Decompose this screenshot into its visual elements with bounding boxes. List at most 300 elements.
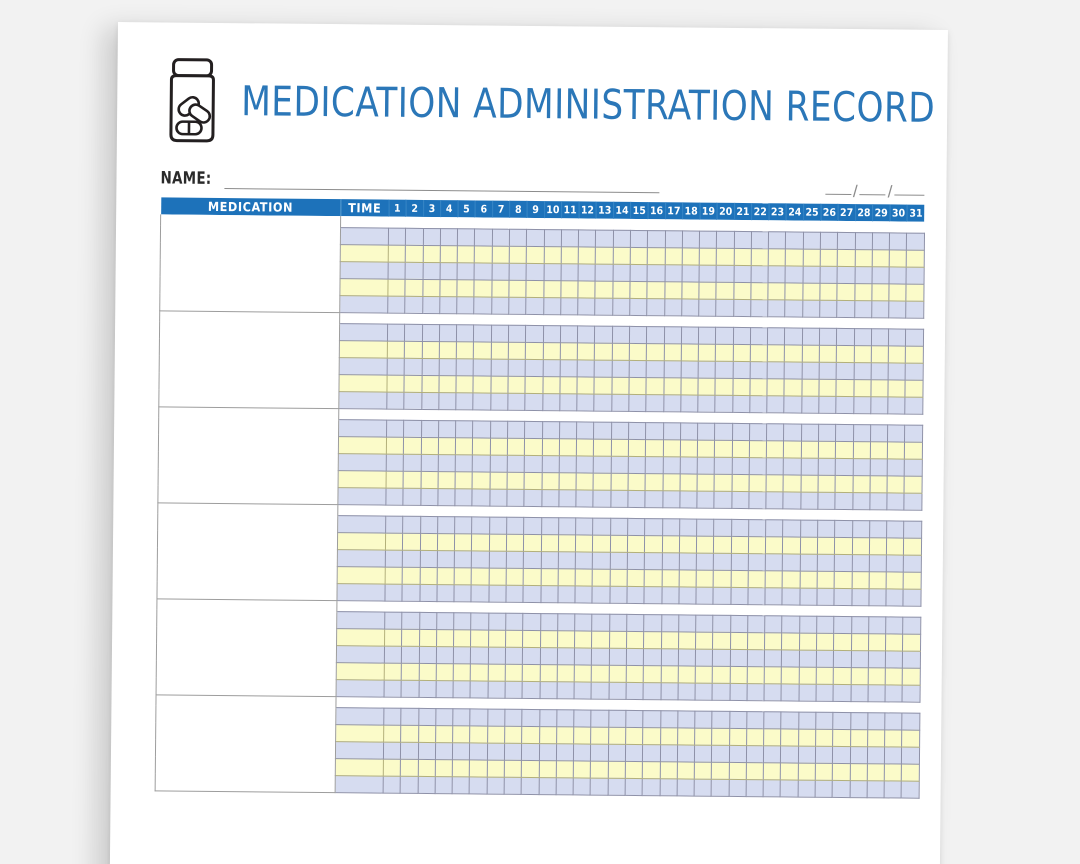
dose-cell-day-25[interactable] (803, 249, 820, 266)
time-cell[interactable] (337, 566, 385, 583)
dose-cell-day-7[interactable] (488, 681, 505, 698)
dose-cell-day-19[interactable] (699, 248, 716, 265)
dose-cell-day-15[interactable] (628, 490, 645, 507)
dose-cell-day-15[interactable] (626, 710, 643, 727)
dose-cell-day-8[interactable] (505, 709, 522, 726)
dose-cell-day-31[interactable] (906, 363, 923, 380)
time-cell[interactable] (339, 357, 387, 374)
dose-cell-day-5[interactable] (457, 279, 474, 296)
dose-cell-day-17[interactable] (662, 569, 679, 586)
dose-cell-day-27[interactable] (836, 424, 853, 441)
dose-cell-day-25[interactable] (802, 379, 819, 396)
dose-cell-day-20[interactable] (713, 632, 730, 649)
time-cell[interactable] (336, 645, 384, 662)
dose-cell-day-25[interactable] (799, 616, 816, 633)
dose-cell-day-27[interactable] (835, 520, 852, 537)
dose-cell-day-6[interactable] (470, 742, 487, 759)
dose-cell-day-2[interactable] (405, 296, 422, 313)
dose-cell-day-5[interactable] (455, 454, 472, 471)
dose-cell-day-1[interactable] (387, 324, 404, 341)
dose-cell-day-11[interactable] (560, 342, 577, 359)
dose-cell-day-4[interactable] (435, 776, 452, 793)
dose-cell-day-23[interactable] (768, 327, 785, 344)
dose-cell-day-31[interactable] (904, 521, 921, 538)
dose-cell-day-4[interactable] (437, 612, 454, 629)
dose-cell-day-20[interactable] (713, 649, 730, 666)
dose-cell-day-11[interactable] (557, 681, 574, 698)
dose-cell-day-22[interactable] (750, 378, 767, 395)
dose-cell-day-1[interactable] (387, 392, 404, 409)
dose-cell-day-9[interactable] (526, 297, 543, 314)
dose-cell-day-7[interactable] (491, 342, 508, 359)
dose-cell-day-15[interactable] (630, 298, 647, 315)
dose-cell-day-22[interactable] (748, 536, 765, 553)
dose-cell-day-26[interactable] (816, 729, 833, 746)
dose-cell-day-31[interactable] (906, 267, 923, 284)
dose-cell-day-2[interactable] (401, 663, 418, 680)
dose-cell-day-11[interactable] (561, 297, 578, 314)
medication-name-cell[interactable] (158, 417, 339, 504)
dose-cell-day-7[interactable] (488, 613, 505, 630)
dose-cell-day-14[interactable] (612, 326, 629, 343)
dose-cell-day-6[interactable] (471, 646, 488, 663)
dose-cell-day-29[interactable] (872, 300, 889, 317)
dose-cell-day-27[interactable] (833, 746, 850, 763)
dose-cell-day-8[interactable] (505, 681, 522, 698)
dose-cell-day-12[interactable] (578, 246, 595, 263)
dose-cell-day-20[interactable] (717, 248, 734, 265)
dose-cell-day-2[interactable] (402, 584, 419, 601)
dose-cell-day-5[interactable] (453, 708, 470, 725)
dose-cell-day-1[interactable] (383, 776, 400, 793)
dose-cell-day-3[interactable] (422, 358, 439, 375)
dose-cell-day-19[interactable] (699, 265, 716, 282)
dose-cell-day-29[interactable] (870, 475, 887, 492)
dose-cell-day-28[interactable] (850, 780, 867, 797)
dose-cell-day-14[interactable] (613, 281, 630, 298)
dose-cell-day-19[interactable] (695, 666, 712, 683)
dose-cell-day-13[interactable] (595, 298, 612, 315)
dose-cell-day-18[interactable] (681, 298, 698, 315)
dose-cell-day-23[interactable] (765, 553, 782, 570)
dose-cell-day-21[interactable] (730, 615, 747, 632)
dose-cell-day-26[interactable] (816, 712, 833, 729)
dose-cell-day-25[interactable] (799, 667, 816, 684)
dose-cell-day-18[interactable] (678, 614, 695, 631)
medication-name-cell[interactable] (155, 705, 336, 792)
dose-cell-day-22[interactable] (748, 587, 765, 604)
dose-cell-day-24[interactable] (782, 649, 799, 666)
dose-cell-day-30[interactable] (886, 633, 903, 650)
dose-cell-day-1[interactable] (387, 375, 404, 392)
dose-cell-day-13[interactable] (594, 360, 611, 377)
dose-cell-day-22[interactable] (751, 299, 768, 316)
dose-cell-day-2[interactable] (401, 725, 418, 742)
dose-cell-day-12[interactable] (576, 472, 593, 489)
medication-name-cell[interactable] (156, 609, 337, 696)
dose-cell-day-29[interactable] (867, 763, 884, 780)
dose-cell-day-25[interactable] (801, 492, 818, 509)
time-cell[interactable] (335, 775, 383, 792)
dose-cell-day-8[interactable] (506, 551, 523, 568)
dose-cell-day-3[interactable] (422, 279, 439, 296)
dose-cell-day-22[interactable] (747, 649, 764, 666)
dose-cell-day-20[interactable] (715, 361, 732, 378)
dose-cell-day-16[interactable] (643, 682, 660, 699)
dose-cell-day-2[interactable] (404, 437, 421, 454)
dose-cell-day-23[interactable] (764, 745, 781, 762)
dose-cell-day-12[interactable] (578, 325, 595, 342)
dose-cell-day-31[interactable] (903, 589, 920, 606)
dose-cell-day-30[interactable] (887, 492, 904, 509)
dose-cell-day-9[interactable] (525, 376, 542, 393)
dose-cell-day-21[interactable] (733, 378, 750, 395)
dose-cell-day-8[interactable] (504, 760, 521, 777)
dose-cell-day-6[interactable] (473, 392, 490, 409)
dose-cell-day-7[interactable] (487, 777, 504, 794)
dose-cell-day-15[interactable] (629, 377, 646, 394)
dose-cell-day-12[interactable] (578, 297, 595, 314)
dose-cell-day-18[interactable] (678, 631, 695, 648)
dose-cell-day-9[interactable] (525, 438, 542, 455)
dose-cell-day-31[interactable] (902, 713, 919, 730)
dose-cell-day-18[interactable] (681, 377, 698, 394)
dose-cell-day-13[interactable] (596, 230, 613, 247)
dose-cell-day-25[interactable] (803, 283, 820, 300)
dose-cell-day-20[interactable] (715, 423, 732, 440)
dose-cell-day-29[interactable] (868, 667, 885, 684)
dose-cell-day-28[interactable] (854, 362, 871, 379)
dose-cell-day-7[interactable] (487, 709, 504, 726)
dose-cell-day-6[interactable] (470, 776, 487, 793)
dose-cell-day-26[interactable] (819, 362, 836, 379)
dose-cell-day-16[interactable] (645, 518, 662, 535)
dose-cell-day-11[interactable] (556, 760, 573, 777)
dose-cell-day-28[interactable] (853, 396, 870, 413)
dose-cell-day-11[interactable] (557, 630, 574, 647)
dose-cell-day-10[interactable] (544, 246, 561, 263)
dose-cell-day-26[interactable] (816, 684, 833, 701)
dose-cell-day-30[interactable] (889, 249, 906, 266)
dose-cell-day-5[interactable] (453, 663, 470, 680)
dose-cell-day-25[interactable] (802, 328, 819, 345)
dose-cell-day-18[interactable] (680, 422, 697, 439)
dose-cell-day-30[interactable] (889, 266, 906, 283)
dose-cell-day-30[interactable] (887, 520, 904, 537)
dose-cell-day-27[interactable] (836, 379, 853, 396)
dose-cell-day-1[interactable] (386, 454, 403, 471)
dose-cell-day-17[interactable] (664, 326, 681, 343)
dose-cell-day-12[interactable] (575, 551, 592, 568)
dose-cell-day-3[interactable] (422, 296, 439, 313)
dose-cell-day-3[interactable] (423, 262, 440, 279)
dose-cell-day-15[interactable] (625, 778, 642, 795)
dose-cell-day-14[interactable] (608, 727, 625, 744)
time-cell[interactable] (338, 487, 386, 504)
dose-cell-day-18[interactable] (682, 230, 699, 247)
dose-cell-day-27[interactable] (835, 537, 852, 554)
dose-cell-day-6[interactable] (474, 279, 491, 296)
time-cell[interactable] (336, 707, 384, 724)
dose-cell-day-17[interactable] (665, 230, 682, 247)
dose-cell-day-17[interactable] (661, 631, 678, 648)
dose-cell-day-11[interactable] (561, 263, 578, 280)
dose-cell-day-18[interactable] (679, 586, 696, 603)
dose-cell-day-12[interactable] (577, 342, 594, 359)
dose-cell-day-14[interactable] (608, 761, 625, 778)
dose-cell-day-3[interactable] (419, 612, 436, 629)
dose-cell-day-10[interactable] (543, 280, 560, 297)
dose-cell-day-11[interactable] (560, 376, 577, 393)
dose-cell-day-31[interactable] (904, 572, 921, 589)
dose-cell-day-11[interactable] (558, 585, 575, 602)
dose-cell-day-15[interactable] (629, 343, 646, 360)
dose-cell-day-7[interactable] (492, 263, 509, 280)
dose-cell-day-5[interactable] (455, 488, 472, 505)
dose-cell-day-20[interactable] (717, 231, 734, 248)
dose-cell-day-13[interactable] (592, 614, 609, 631)
dose-cell-day-18[interactable] (679, 518, 696, 535)
dose-cell-day-5[interactable] (456, 420, 473, 437)
dose-cell-day-20[interactable] (713, 615, 730, 632)
dose-cell-day-19[interactable] (697, 474, 714, 491)
dose-cell-day-24[interactable] (785, 327, 802, 344)
dose-cell-day-6[interactable] (471, 629, 488, 646)
dose-cell-day-1[interactable] (388, 279, 405, 296)
dose-cell-day-24[interactable] (782, 632, 799, 649)
dose-cell-day-16[interactable] (646, 439, 663, 456)
dose-cell-day-21[interactable] (733, 299, 750, 316)
dose-cell-day-2[interactable] (405, 279, 422, 296)
dose-cell-day-17[interactable] (661, 682, 678, 699)
dose-cell-day-15[interactable] (629, 360, 646, 377)
dose-cell-day-26[interactable] (817, 554, 834, 571)
dose-cell-day-12[interactable] (576, 455, 593, 472)
dose-cell-day-26[interactable] (815, 763, 832, 780)
dose-cell-day-12[interactable] (577, 359, 594, 376)
dose-cell-day-14[interactable] (613, 230, 630, 247)
dose-cell-day-28[interactable] (853, 424, 870, 441)
dose-cell-day-9[interactable] (526, 246, 543, 263)
dose-cell-day-3[interactable] (420, 533, 437, 550)
dose-cell-day-1[interactable] (387, 358, 404, 375)
dose-cell-day-1[interactable] (386, 437, 403, 454)
dose-cell-day-17[interactable] (661, 614, 678, 631)
dose-cell-day-19[interactable] (697, 491, 714, 508)
dose-cell-day-17[interactable] (663, 439, 680, 456)
dose-cell-day-4[interactable] (440, 228, 457, 245)
dose-cell-day-6[interactable] (475, 228, 492, 245)
dose-cell-day-10[interactable] (542, 393, 559, 410)
dose-cell-day-27[interactable] (835, 458, 852, 475)
dose-cell-day-7[interactable] (490, 472, 507, 489)
dose-cell-day-11[interactable] (558, 517, 575, 534)
dose-cell-day-14[interactable] (609, 665, 626, 682)
dose-cell-day-18[interactable] (680, 490, 697, 507)
dose-cell-day-14[interactable] (611, 394, 628, 411)
dose-cell-day-16[interactable] (645, 456, 662, 473)
dose-cell-day-7[interactable] (487, 743, 504, 760)
dose-cell-day-29[interactable] (871, 396, 888, 413)
dose-cell-day-24[interactable] (784, 378, 801, 395)
dose-cell-day-6[interactable] (474, 341, 491, 358)
dose-cell-day-17[interactable] (664, 343, 681, 360)
dose-cell-day-8[interactable] (508, 376, 525, 393)
dose-cell-day-2[interactable] (402, 646, 419, 663)
dose-cell-day-6[interactable] (474, 296, 491, 313)
dose-cell-day-5[interactable] (454, 612, 471, 629)
dose-cell-day-2[interactable] (404, 358, 421, 375)
dose-cell-day-21[interactable] (729, 779, 746, 796)
dose-cell-day-16[interactable] (644, 648, 661, 665)
dose-cell-day-9[interactable] (524, 517, 541, 534)
dose-cell-day-3[interactable] (420, 584, 437, 601)
dose-cell-day-21[interactable] (729, 711, 746, 728)
dose-cell-day-24[interactable] (782, 666, 799, 683)
dose-cell-day-9[interactable] (522, 760, 539, 777)
dose-cell-day-14[interactable] (611, 422, 628, 439)
dose-cell-day-8[interactable] (509, 246, 526, 263)
dose-cell-day-12[interactable] (577, 421, 594, 438)
dose-cell-day-27[interactable] (833, 763, 850, 780)
dose-cell-day-27[interactable] (835, 554, 852, 571)
dose-cell-day-13[interactable] (596, 247, 613, 264)
dose-cell-day-8[interactable] (506, 568, 523, 585)
dose-cell-day-13[interactable] (591, 710, 608, 727)
dose-cell-day-10[interactable] (542, 472, 559, 489)
dose-cell-day-22[interactable] (750, 361, 767, 378)
dose-cell-day-13[interactable] (595, 326, 612, 343)
dose-cell-day-5[interactable] (456, 375, 473, 392)
dose-cell-day-17[interactable] (664, 360, 681, 377)
dose-cell-day-21[interactable] (732, 474, 749, 491)
dose-cell-day-24[interactable] (781, 762, 798, 779)
dose-cell-day-9[interactable] (522, 681, 539, 698)
dose-cell-day-25[interactable] (800, 537, 817, 554)
dose-cell-day-6[interactable] (473, 437, 490, 454)
time-cell[interactable] (340, 278, 388, 295)
dose-cell-day-4[interactable] (437, 550, 454, 567)
dose-cell-day-13[interactable] (591, 682, 608, 699)
dose-cell-day-13[interactable] (594, 456, 611, 473)
dose-cell-day-4[interactable] (438, 437, 455, 454)
dose-cell-day-24[interactable] (786, 248, 803, 265)
dose-cell-day-17[interactable] (663, 377, 680, 394)
dose-cell-day-11[interactable] (557, 709, 574, 726)
dose-cell-day-3[interactable] (418, 776, 435, 793)
dose-cell-day-5[interactable] (457, 324, 474, 341)
dose-cell-day-22[interactable] (749, 440, 766, 457)
time-cell[interactable] (340, 261, 388, 278)
dose-cell-day-26[interactable] (815, 746, 832, 763)
dose-cell-day-14[interactable] (612, 377, 629, 394)
dose-cell-day-31[interactable] (904, 476, 921, 493)
dose-cell-day-18[interactable] (678, 682, 695, 699)
dose-cell-day-9[interactable] (526, 280, 543, 297)
dose-cell-day-19[interactable] (695, 683, 712, 700)
dose-cell-day-13[interactable] (594, 439, 611, 456)
dose-cell-day-22[interactable] (751, 265, 768, 282)
dose-cell-day-3[interactable] (421, 471, 438, 488)
dose-cell-day-6[interactable] (473, 420, 490, 437)
date-day-input[interactable] (860, 183, 886, 195)
time-cell[interactable] (339, 323, 387, 340)
dose-cell-day-14[interactable] (610, 586, 627, 603)
dose-cell-day-27[interactable] (834, 650, 851, 667)
dose-cell-day-10[interactable] (539, 743, 556, 760)
dose-cell-day-10[interactable] (542, 376, 559, 393)
dose-cell-day-24[interactable] (781, 728, 798, 745)
dose-cell-day-15[interactable] (627, 569, 644, 586)
dose-cell-day-15[interactable] (626, 682, 643, 699)
dose-cell-day-13[interactable] (590, 778, 607, 795)
dose-cell-day-16[interactable] (645, 473, 662, 490)
dose-cell-day-29[interactable] (872, 266, 889, 283)
dose-cell-day-24[interactable] (783, 474, 800, 491)
dose-cell-day-4[interactable] (436, 708, 453, 725)
dose-cell-day-21[interactable] (732, 457, 749, 474)
time-cell[interactable] (338, 470, 386, 487)
dose-cell-day-25[interactable] (799, 633, 816, 650)
dose-cell-day-15[interactable] (628, 456, 645, 473)
dose-cell-day-23[interactable] (768, 265, 785, 282)
dose-cell-day-12[interactable] (578, 229, 595, 246)
dose-cell-day-16[interactable] (647, 298, 664, 315)
dose-cell-day-18[interactable] (679, 569, 696, 586)
dose-cell-day-5[interactable] (454, 629, 471, 646)
dose-cell-day-24[interactable] (783, 570, 800, 587)
dose-cell-day-6[interactable] (472, 471, 489, 488)
dose-cell-day-3[interactable] (418, 708, 435, 725)
time-cell[interactable] (340, 227, 388, 244)
dose-cell-day-28[interactable] (852, 588, 869, 605)
dose-cell-day-6[interactable] (471, 663, 488, 680)
dose-cell-day-17[interactable] (662, 552, 679, 569)
dose-cell-day-5[interactable] (455, 471, 472, 488)
dose-cell-day-31[interactable] (905, 397, 922, 414)
dose-cell-day-29[interactable] (870, 492, 887, 509)
dose-cell-day-25[interactable] (799, 684, 816, 701)
dose-cell-day-18[interactable] (678, 648, 695, 665)
dose-cell-day-11[interactable] (556, 743, 573, 760)
dose-cell-day-19[interactable] (697, 457, 714, 474)
dose-cell-day-1[interactable] (388, 228, 405, 245)
dose-cell-day-8[interactable] (507, 421, 524, 438)
dose-cell-day-24[interactable] (785, 282, 802, 299)
dose-cell-day-5[interactable] (456, 341, 473, 358)
dose-cell-day-22[interactable] (750, 344, 767, 361)
dose-cell-day-17[interactable] (665, 247, 682, 264)
dose-cell-day-5[interactable] (453, 646, 470, 663)
dose-cell-day-26[interactable] (819, 328, 836, 345)
dose-cell-day-7[interactable] (492, 229, 509, 246)
dose-cell-day-8[interactable] (505, 664, 522, 681)
dose-cell-day-23[interactable] (767, 440, 784, 457)
dose-cell-day-5[interactable] (455, 437, 472, 454)
dose-cell-day-6[interactable] (474, 262, 491, 279)
dose-cell-day-5[interactable] (454, 584, 471, 601)
dose-cell-day-13[interactable] (594, 422, 611, 439)
dose-cell-day-6[interactable] (472, 488, 489, 505)
dose-cell-day-25[interactable] (798, 729, 815, 746)
dose-cell-day-23[interactable] (764, 711, 781, 728)
dose-cell-day-10[interactable] (539, 709, 556, 726)
dose-cell-day-12[interactable] (575, 585, 592, 602)
dose-cell-day-23[interactable] (767, 361, 784, 378)
dose-cell-day-22[interactable] (747, 683, 764, 700)
dose-cell-day-14[interactable] (609, 631, 626, 648)
dose-cell-day-25[interactable] (802, 345, 819, 362)
